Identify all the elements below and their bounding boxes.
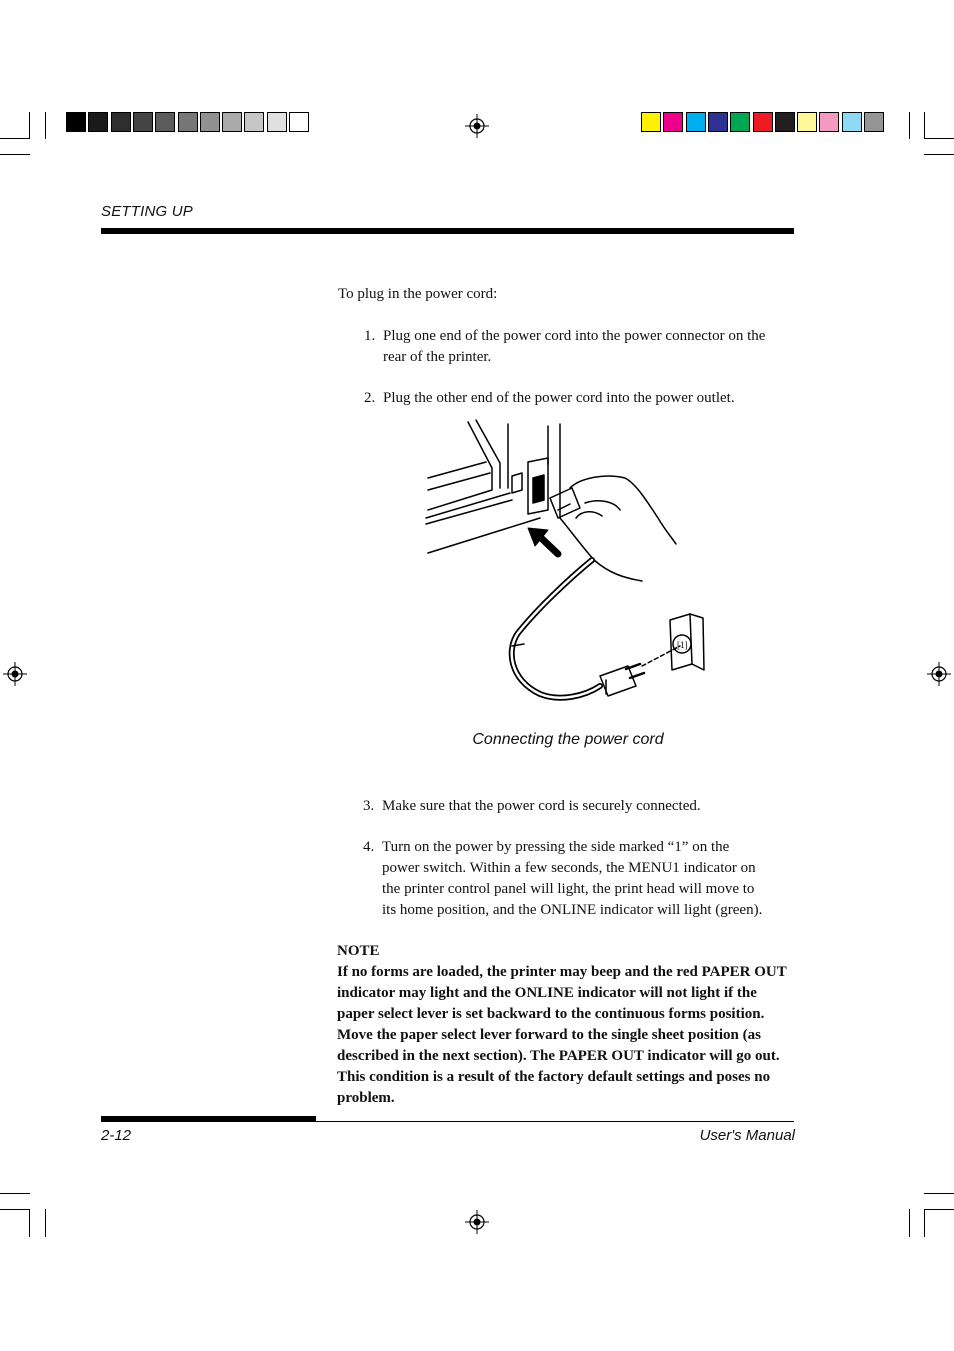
step-3 [363, 796, 803, 817]
note-line: If no forms are loaded, the printer may beep and the red PAPER OUT [337, 964, 787, 980]
color-swatch [88, 112, 108, 132]
figure-caption: Connecting the power cord [472, 731, 664, 748]
step-text-line: its home position, and the ONLINE indicator will light (green). [382, 902, 763, 918]
color-swatch [775, 112, 795, 132]
note-line: described in the next section). The PAPER OUT indicator will go out. [337, 1048, 780, 1064]
footer-rule-thin [316, 1121, 794, 1122]
intro-text: To plug in the power cord: [338, 286, 498, 302]
color-swatch [244, 112, 264, 132]
step-text-line: the printer control panel will light, the print head will move to [382, 881, 755, 897]
color-swatch [178, 112, 198, 132]
step-1 [364, 326, 804, 368]
page-number: 2-12 [101, 1127, 132, 1144]
manual-title: User's Manual [699, 1127, 795, 1144]
step-number: 1. [364, 328, 376, 344]
color-swatch [111, 112, 131, 132]
step-text-line: Turn on the power by pressing the side marked “1” on the [382, 839, 730, 855]
step-number: 2. [364, 390, 376, 406]
color-swatch [66, 112, 86, 132]
color-swatch [842, 112, 862, 132]
color-swatch [155, 112, 175, 132]
footer-rule-thick [101, 1116, 316, 1122]
note-line: indicator may light and the ONLINE indicator will not light if the [337, 985, 757, 1001]
section-title: SETTING UP [101, 203, 194, 220]
color-swatch [864, 112, 884, 132]
color-swatch [222, 112, 242, 132]
header-rule [101, 228, 794, 234]
registration-mark-icon [927, 662, 951, 686]
color-swatch [730, 112, 750, 132]
color-swatch [686, 112, 706, 132]
note-line: Move the paper select lever forward to the single sheet position (as [337, 1027, 761, 1043]
color-swatch [289, 112, 309, 132]
registration-mark-icon [465, 1210, 489, 1234]
registration-mark-icon [3, 662, 27, 686]
color-swatch [200, 112, 220, 132]
step-number: 4. [363, 839, 375, 855]
registration-mark-icon [465, 114, 489, 138]
color-swatch [641, 112, 661, 132]
step-number: 3. [363, 798, 375, 814]
step-text-line: Plug the other end of the power cord into the power outlet. [383, 390, 735, 406]
step-text-line: Plug one end of the power cord into the power connector on the [383, 328, 766, 344]
note-line: paper select lever is set backward to the continuous forms position. [337, 1006, 765, 1022]
color-swatch [797, 112, 817, 132]
step-text-line: rear of the printer. [383, 349, 492, 365]
outlet-label: [1] [677, 640, 688, 650]
note-block [337, 941, 799, 1109]
color-swatch [819, 112, 839, 132]
step-text-line: Make sure that the power cord is securely connected. [382, 798, 701, 814]
color-swatch [663, 112, 683, 132]
note-heading: NOTE [337, 943, 380, 959]
color-swatch [267, 112, 287, 132]
step-2 [364, 388, 804, 409]
color-swatch [708, 112, 728, 132]
power-cord-illustration [420, 418, 720, 710]
note-line: This condition is a result of the factory default settings and poses no [337, 1069, 771, 1085]
step-text-line: power switch. Within a few seconds, the MENU1 indicator on [382, 860, 756, 876]
step-4 [363, 837, 803, 921]
note-line: problem. [337, 1090, 395, 1106]
color-swatch [133, 112, 153, 132]
color-swatch [753, 112, 773, 132]
